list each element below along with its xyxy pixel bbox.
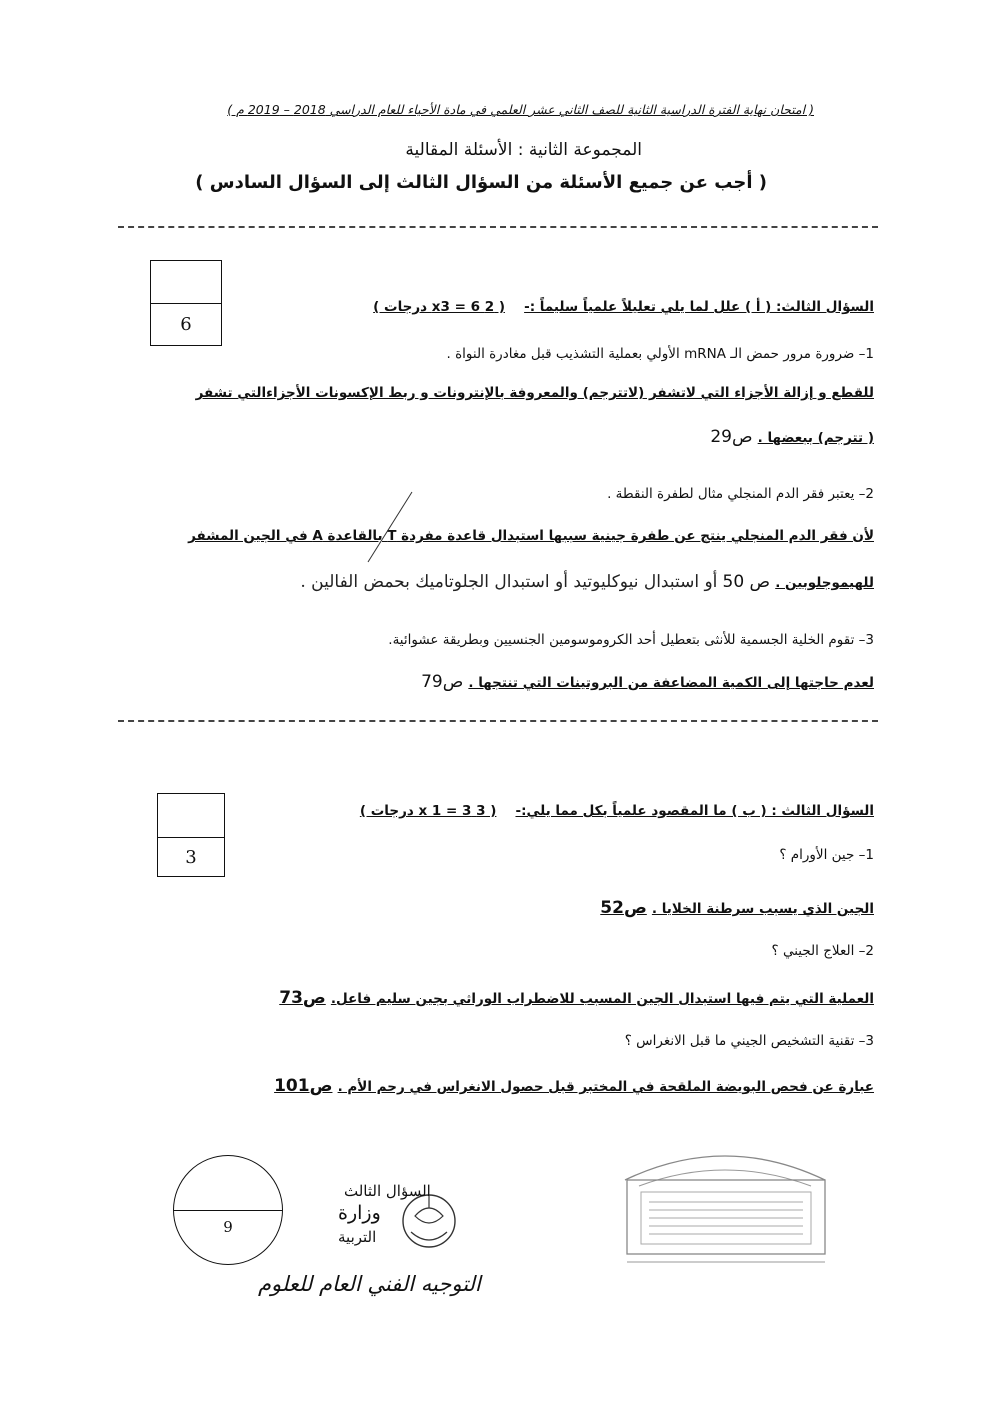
divider: [118, 720, 878, 722]
answer-a2-line1: لأن فقر الدم المنجلي ينتج عن طفرة جينية سببها استبدال قاعدة مفردة T بالقاعدة A في الجين المشفر: [188, 528, 874, 544]
stamp-question-label: السؤال الثالث: [344, 1182, 431, 1200]
section-b-marks: ( 3 x 1 = 3 درجات ): [359, 803, 497, 819]
handwritten-note: أو استبدال نيوكليوتيد أو استبدال الجلوتاميك بحمض الفالين .: [300, 572, 718, 592]
answer-b2-line: [279, 988, 874, 1008]
answer-a1-line2: [710, 427, 874, 447]
score-a: 6: [180, 314, 192, 335]
faint-stamp-graphic: [605, 1140, 845, 1275]
question-b3: 3– تقنية التشخيص الجيني ما قبل الانغراس ؟: [624, 1033, 874, 1049]
section-a-marks: ( 2 x3 = 6 درجات ): [373, 299, 505, 315]
answer-b3-text: عبارة عن فحص البويضة الملقحة في المختبر قبل حصول الانغراس في رحم الأم .: [337, 1079, 874, 1095]
score-box-a: [150, 260, 222, 346]
question-a3: 3– تقوم الخلية الجسمية للأنثى بتعطيل أحد الكروموسومين الجنسيين وبطريقة عشوائية.: [388, 632, 874, 648]
stamp-education-label: التربية: [338, 1228, 377, 1246]
page-ref-b3: ص101: [274, 1076, 333, 1096]
question-a1: 1– ضرورة مرور حمض الـ mRNA الأولي بعملية التشذيب قبل مغادرة النواة .: [446, 346, 874, 362]
instruction: ( أجب عن جميع الأسئلة من السؤال الثالث إلى السؤال السادس ): [195, 172, 767, 193]
answer-b1-text: الجين الذي يسبب سرطنة الخلايا .: [651, 901, 874, 917]
section-b-title: السؤال الثالث : ( ب ) ما المقصود علمياً بكل مما يلي:-: [515, 803, 874, 819]
section-a-header: [373, 296, 874, 315]
answer-b3-line: [274, 1076, 874, 1096]
page-ref-a2: ص 50: [722, 572, 771, 592]
section-a-title: السؤال الثالث: ( أ ) علل لما يلي تعليلاً علمياً سليماً :-: [524, 299, 874, 315]
score-b: 3: [185, 847, 197, 868]
score-box-b: [157, 793, 225, 877]
answer-a2-text: للهيموجلوبين .: [775, 575, 874, 591]
answer-b1-line: [600, 898, 874, 918]
question-a2: 2– يعتبر فقر الدم المنجلي مثال لطفرة النقطة .: [607, 486, 874, 502]
question-b1: 1– جين الأورام ؟: [779, 847, 874, 863]
signature: التوجيه الفني العام للعلوم: [258, 1272, 481, 1296]
stamp-ministry-label: وزارة: [338, 1202, 381, 1224]
total-score: 9: [223, 1218, 233, 1236]
answer-a1-line1: للقطع و إزالة الأجزاء التي لاتشفر (لاتترجم) والمعروفة بالإنترونات و ربط الإكسونات الأجزاءالتي تشفر: [195, 385, 874, 401]
page-ref-b1: ص52: [600, 898, 647, 918]
pen-stroke-mark: [360, 488, 420, 568]
total-score-circle: [173, 1155, 283, 1265]
answer-a3-line: [421, 672, 874, 692]
page-ref-b2: ص73: [279, 988, 326, 1008]
question-b2: 2– العلاج الجيني ؟: [771, 943, 874, 959]
group-title: المجموعة الثانية : الأسئلة المقالية: [405, 140, 642, 160]
section-b-header: [360, 800, 874, 819]
divider: [118, 226, 878, 228]
exam-header: ( امتحان نهاية الفترة الدراسية الثانية للصف الثاني عشر العلمي في مادة الأحياء للعام الدراسي 2018 – 2019 م ): [227, 102, 814, 117]
page-ref-a1: ص29: [710, 427, 753, 447]
answer-b2-text: العملية التي يتم فيها استبدال الجين المسبب للاضطراب الوراثي بجين سليم فاعل.: [330, 991, 874, 1007]
page-ref-a3: ص79: [421, 672, 464, 692]
answer-a3-text: لعدم حاجتها إلى الكمية المضاعفة من البروتينات التي تنتجها .: [468, 675, 874, 691]
answer-a1-text: ( تترجم) ببعضها .: [757, 430, 874, 446]
ministry-stamp: [278, 1180, 468, 1270]
answer-a2-line2: [300, 572, 874, 592]
